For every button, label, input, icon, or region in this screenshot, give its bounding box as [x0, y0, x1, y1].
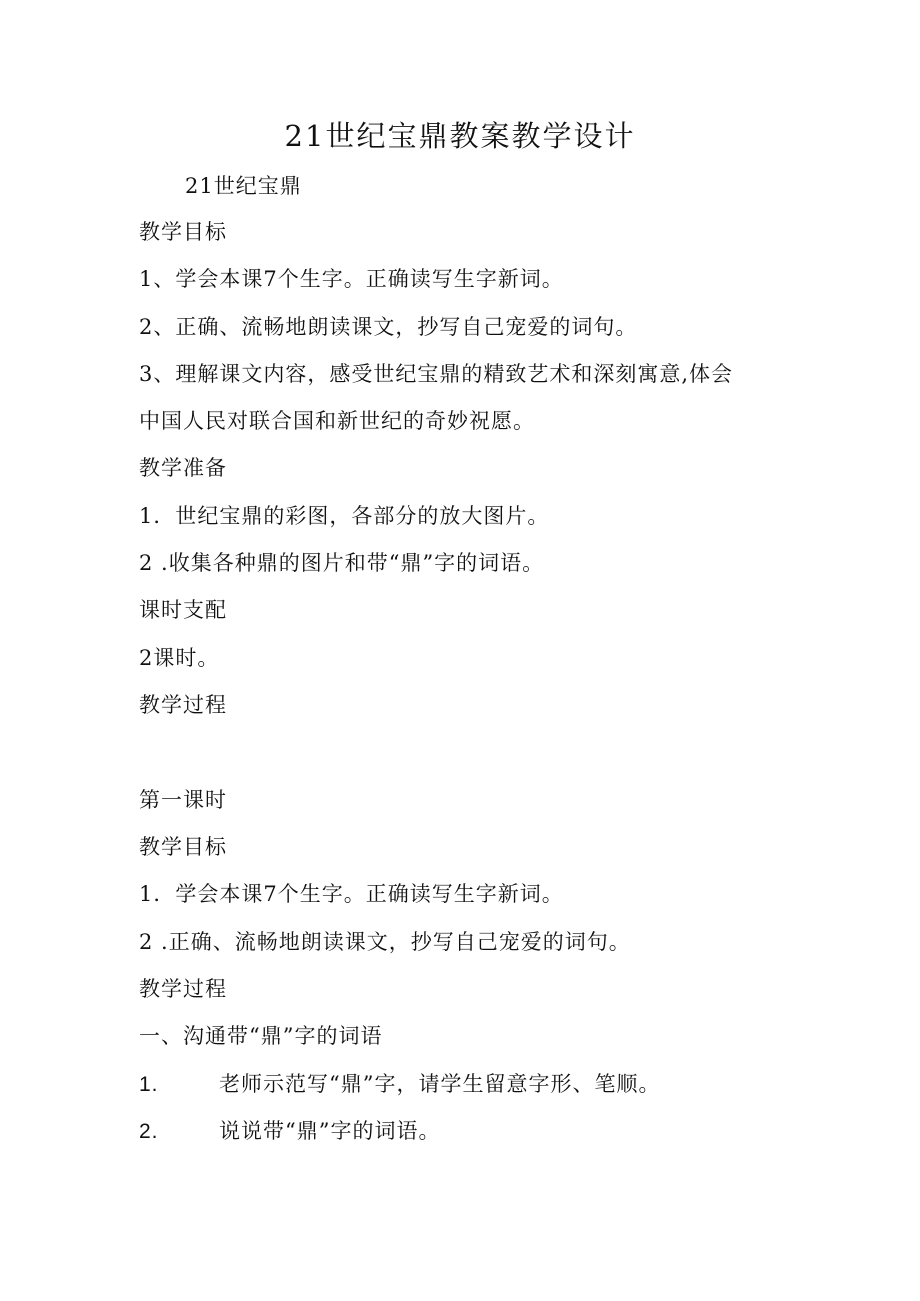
- heading-teaching-preparation: 教学准备: [139, 456, 227, 480]
- step-text: 说说带“鼎”字的词语。: [219, 1119, 441, 1143]
- lesson-subtitle: 21世纪宝鼎: [185, 174, 302, 198]
- heading-lesson-goals: 教学目标: [139, 835, 227, 859]
- step-item-1: [139, 1070, 660, 1099]
- goal-item-2: 2、正确、流畅地朗读课文，抄写自己宠爱的词句。: [139, 315, 638, 339]
- preparation-item-1: 1．世纪宝鼎的彩图，各部分的放大图片。: [139, 504, 550, 528]
- heading-first-lesson: 第一课时: [139, 788, 227, 812]
- section-heading-1: 一、沟通带“鼎”字的词语: [139, 1024, 383, 1048]
- preparation-item-2: 2 .收集各种鼎的图片和带“鼎”字的词语。: [139, 551, 545, 575]
- lesson-goal-item-2: 2 .正确、流畅地朗读课文，抄写自己宠爱的词句。: [139, 930, 631, 954]
- document-title: 21世纪宝鼎教案教学设计: [284, 119, 636, 153]
- goal-item-1: 1、学会本课7个生字。正确读写生字新词。: [139, 267, 564, 291]
- step-item-2: [139, 1117, 440, 1146]
- step-number: 2.: [139, 1120, 159, 1143]
- goal-item-3-continued: 中国人民对联合国和新世纪的奇妙祝愿。: [139, 409, 535, 433]
- step-number: 1.: [139, 1073, 159, 1096]
- class-schedule-value: 2课时。: [139, 646, 220, 670]
- heading-class-schedule: 课时支配: [139, 598, 227, 622]
- lesson-goal-item-1: 1．学会本课7个生字。正确读写生字新词。: [139, 882, 564, 906]
- step-text: 老师示范写“鼎”字，请学生留意字形、笔顺。: [219, 1072, 661, 1096]
- heading-lesson-process: 教学过程: [139, 977, 227, 1001]
- heading-teaching-process: 教学过程: [139, 693, 227, 717]
- heading-teaching-goals: 教学目标: [139, 220, 227, 244]
- goal-item-3: 3、理解课文内容，感受世纪宝鼎的精致艺术和深刻寓意,体会: [139, 362, 734, 386]
